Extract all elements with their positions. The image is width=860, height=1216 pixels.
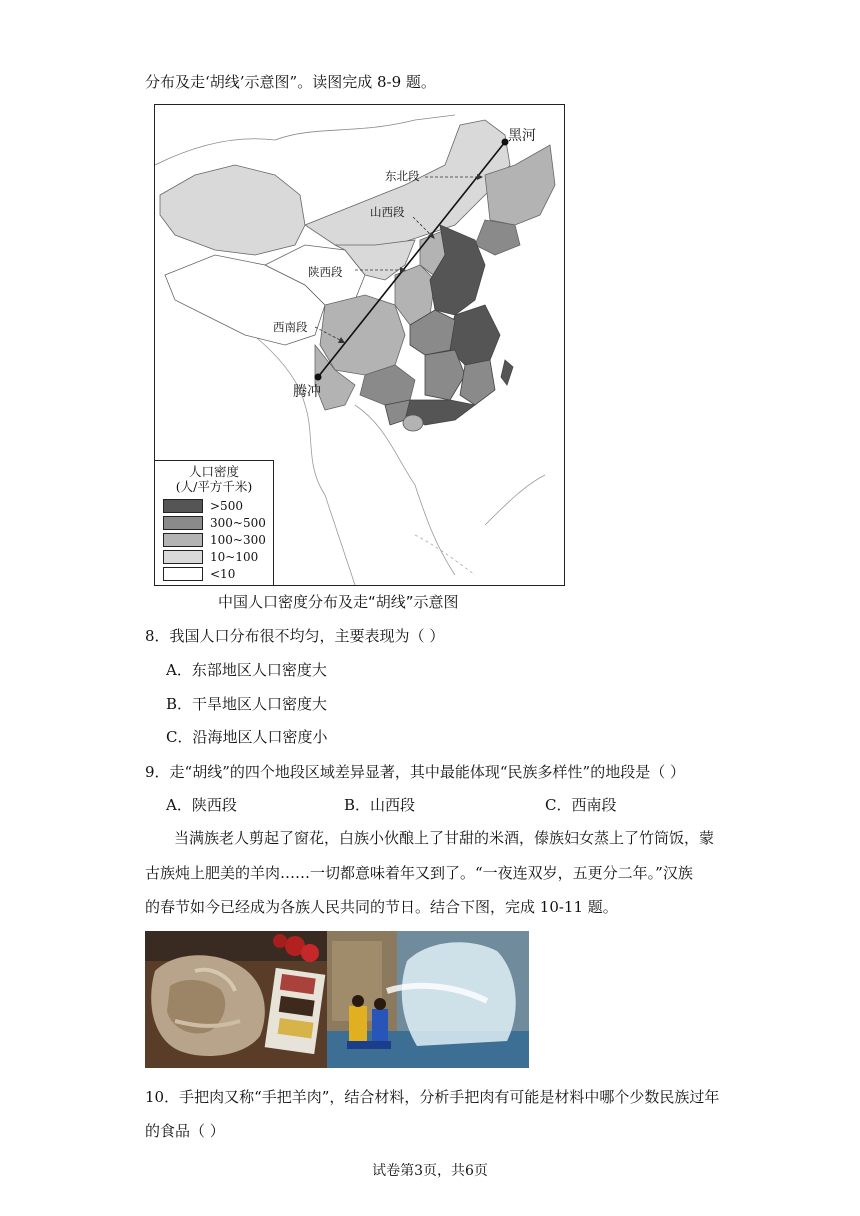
question-9-stem: 9．走“胡线”的四个地段区域差异显著，其中最能体现“民族多样性”的地段是（ ） xyxy=(145,763,685,781)
question-8-stem: 8．我国人口分布很不均匀，主要表现为（ ） xyxy=(145,627,445,645)
water-splashing-festival-photo xyxy=(327,931,529,1068)
passage-line-3: 的春节如今已经成为各族人民共同的节日。结合下图，完成 10-11 题。 xyxy=(145,898,618,916)
label-tengchong: 腾冲 xyxy=(293,384,321,400)
hand-held-mutton-photo xyxy=(145,931,327,1068)
label-xinan-segment: 西南段 xyxy=(273,320,308,334)
label-dongbei-segment: 东北段 xyxy=(385,169,420,183)
question-10-line-1: 10．手把肉又称“手把羊肉”，结合材料，分析手把肉有可能是材料中哪个少数民族过年 xyxy=(145,1088,720,1106)
question-8-option-a: A．东部地区人口密度大 xyxy=(166,661,327,679)
question-10-line-2: 的食品（ ） xyxy=(145,1122,225,1140)
population-density-map xyxy=(154,104,565,586)
label-heihe: 黑河 xyxy=(508,128,536,144)
legend-title: 人口密度 xyxy=(188,464,239,479)
legend-unit: (人/平方千米) xyxy=(175,479,253,494)
map-caption: 中国人口密度分布及走“胡线”示意图 xyxy=(218,593,459,611)
question-9-option-c: C．西南段 xyxy=(545,796,617,814)
passage-line-2: 古族炖上肥美的羊肉……一切都意味着年又到了。“一夜连双岁，五更分二年。”汉族 xyxy=(145,864,693,882)
question-8-option-c: C．沿海地区人口密度小 xyxy=(166,728,328,746)
page-footer: 试卷第3页，共6页 xyxy=(372,1163,488,1179)
question-8-option-b: B．干旱地区人口密度大 xyxy=(166,695,328,713)
question-9-option-b: B．山西段 xyxy=(344,796,416,814)
map-legend: 人口密度 (人/平方千米) >500 300~500 100~300 10~100 <10 xyxy=(155,460,274,585)
label-shanxi-segment: 山西段 xyxy=(370,205,405,219)
label-shaanxi-segment: 陕西段 xyxy=(308,265,343,279)
passage-line-1: 当满族老人剪起了窗花，白族小伙酿上了甘甜的米酒，傣族妇女蒸上了竹筒饭，蒙 xyxy=(174,829,715,847)
question-9-option-a: A．陕西段 xyxy=(166,796,237,814)
intro-text: 分布及走‘胡线’示意图”。读图完成 8-9 题。 xyxy=(145,73,436,91)
